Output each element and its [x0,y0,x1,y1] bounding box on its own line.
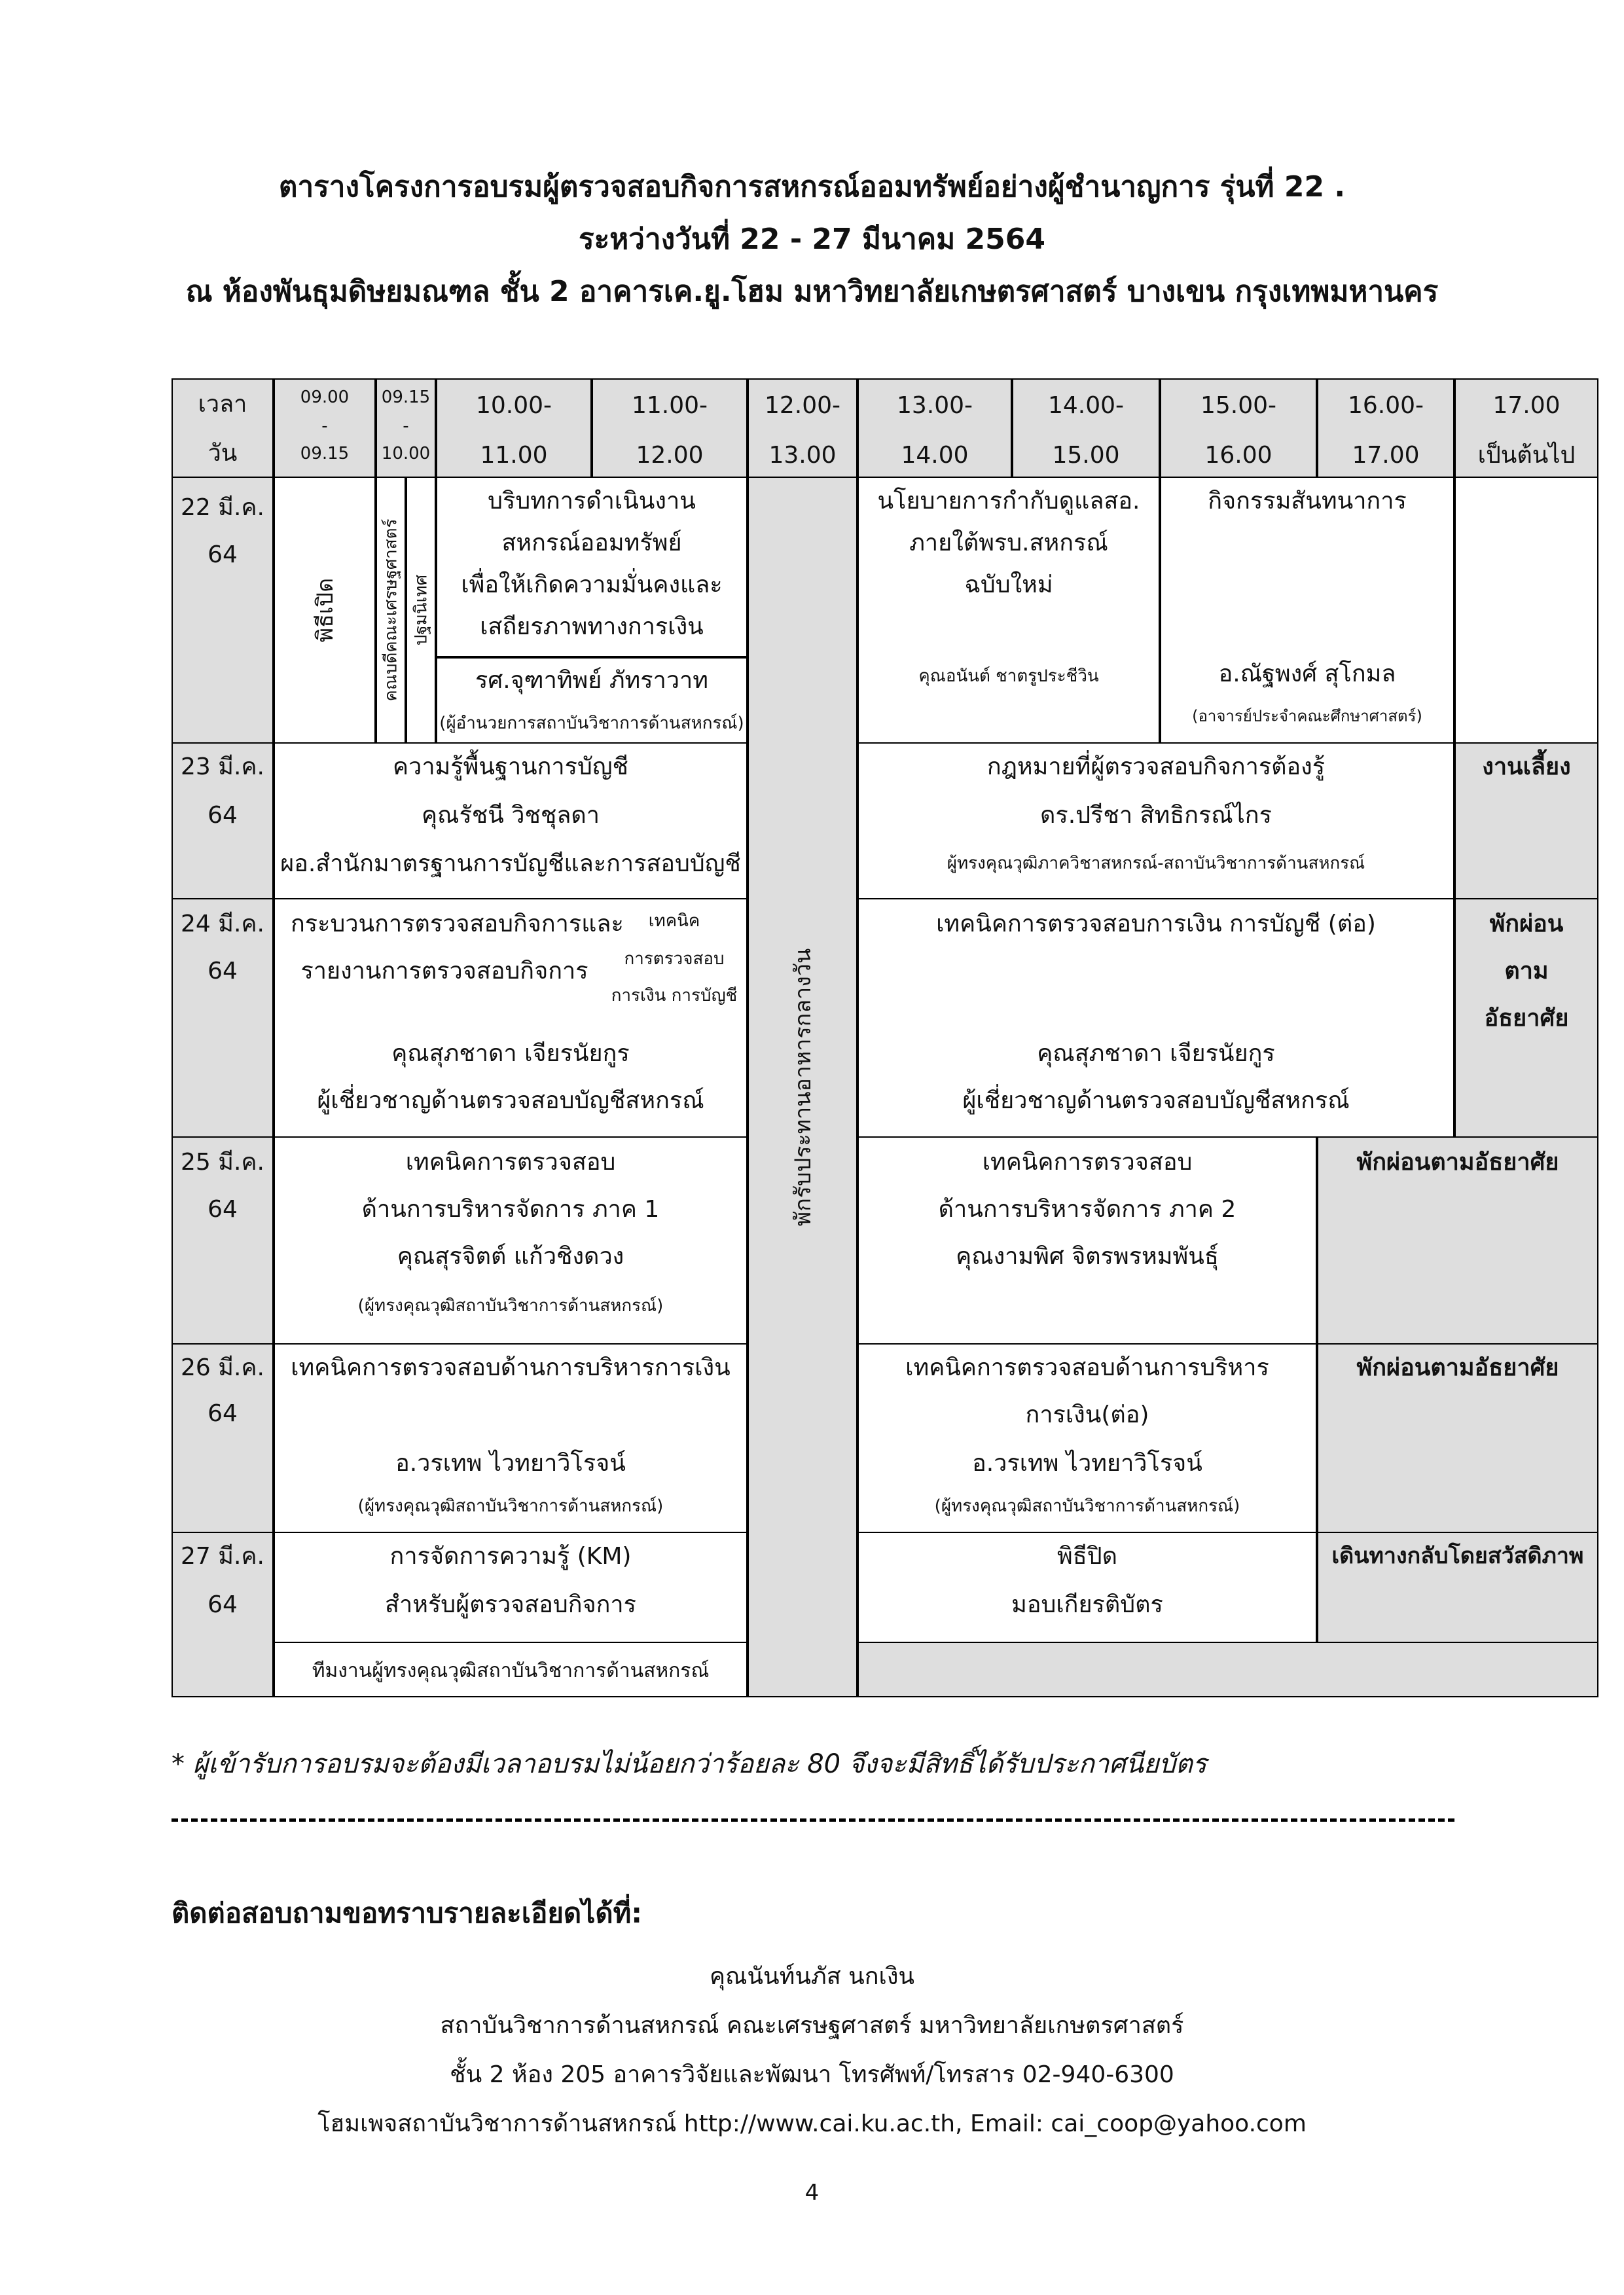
day-23-evening-cell [1454,742,1598,899]
session-title-line: นโยบายการกำกับดูแลสอ. [877,488,1140,515]
session-title-line: ฉบับใหม่ [964,571,1053,598]
speaker-name: ทีมงานผู้ทรงคุณวุฒิสถาบันวิชาการด้านสหกรณ์ [312,1659,710,1682]
day-25-date-cell [171,1136,274,1345]
evening-activity: เดินทางกลับโดยสวัสดิภาพ [1331,1543,1584,1569]
session-title-line: กระบวนการตรวจสอบกิจการและ [291,911,624,937]
session-title-line: รายงานการตรวจสอบกิจการ [300,958,588,985]
speaker-name: คุณงามพิศ จิตรพรหมพันธุ์ [956,1243,1219,1270]
header-time-label: เวลา [198,391,247,418]
opening-ceremony-label: พิธีเปิด [312,577,338,643]
day-23-year: 64 [208,802,238,829]
document-date-range: ระหว่างวันที่ 22 - 27 มีนาคม 2564 [579,223,1045,256]
session-title-line: บริบทการดำเนินงาน [488,488,696,515]
day-26-afternoon-session [857,1343,1317,1533]
header-time-day-cell [171,378,274,478]
session-title-line: ด้านการบริหารจัดการ ภาค 1 [361,1196,660,1223]
slot-10-start: 17.00 [1492,392,1561,419]
session-title-line: มอบเกียรติบัตร [1011,1591,1163,1618]
slot-1-dash: - [321,416,328,436]
day-26-date: 26 มี.ค. [181,1354,264,1381]
header-day-label: วัน [208,440,238,467]
speaker-role: ผู้เชี่ยวชาญด้านตรวจสอบบัญชีสหกรณ์ [317,1087,704,1114]
speaker-name: คุณสุรจิตต์ แก้วชิงดวง [397,1243,624,1270]
slot-2-dash: - [403,416,409,436]
session-title-line: การเงิน(ต่อ) [1025,1401,1149,1428]
document-venue: ณ ห้องพันธุมดิษยมณฑล ชั้น 2 อาคารเค.ยู.โฮม มหาวิทยาลัยเกษตรศาสตร์ บางเขน กรุงเทพมหานคร [185,275,1439,308]
header-slot-4 [592,378,748,478]
orientation-label: ปฐมนิเทศ [411,574,431,646]
slot-9-end: 17.00 [1352,442,1420,469]
session-title-line: สหกรณ์ออมทรัพย์ [501,530,682,556]
speaker-name: คุณสุภชาดา เจียรนัยกูร [391,1040,630,1067]
day-22-date: 22 มี.ค. [181,494,264,521]
session-title-line: เทคนิคการตรวจสอบ [982,1149,1193,1176]
speaker-name: อ.วรเทพ ไวทยาวิโรจน์ [972,1450,1202,1477]
header-slot-7 [1012,378,1160,478]
day-25-year: 64 [208,1196,238,1223]
slot-3-end: 11.00 [480,442,548,469]
speaker-role: ผอ.สำนักมาตรฐานการบัญชีและการสอบบัญชี [280,850,741,877]
session-subtitle-line: การเงิน การบัญชี [611,986,738,1005]
day-22-year: 64 [208,541,238,568]
dean-label: คณบดีคณะเศรษฐศาสตร์ [381,518,401,702]
day-26-morning-session [274,1343,748,1533]
day-25-date: 25 มี.ค. [181,1149,264,1176]
slot-4-start: 11.00- [631,392,708,419]
slot-8-start: 15.00- [1200,392,1277,419]
evening-activity: พักผ่อนตามอัธยาศัย [1356,1354,1559,1381]
day-27-morning-team [274,1642,748,1697]
day-24-year: 64 [208,958,238,985]
speaker-name: อ.วรเทพ ไวทยาวิโรจน์ [395,1450,626,1477]
day-26-evening-cell [1317,1343,1598,1533]
session-title-line: ภายใต้พรบ.สหกรณ์ [909,530,1108,556]
day-27-date: 27 มี.ค. [181,1543,264,1570]
speaker-role: ผู้ทรงคุณวุฒิภาควิชาสหกรณ์-สถาบันวิชาการด้านสหกรณ์ [947,854,1365,873]
day-22-dean-cell [376,477,406,744]
contact-web-email: โฮมเพจสถาบันวิชาการด้านสหกรณ์ http://www.cai.ku.ac.th, Email: cai_coop@yahoo.com [317,2110,1307,2137]
contact-organization: สถาบันวิชาการด้านสหกรณ์ คณะเศรษฐศาสตร์ มหาวิทยาลัยเกษตรศาสตร์ [440,2012,1184,2039]
day-27-year: 64 [208,1591,238,1618]
session-title-line: ความรู้พื้นฐานการบัญชี [393,753,628,780]
day-22-date-cell [171,477,274,744]
slot-5-end: 13.00 [768,442,837,469]
slot-5-start: 12.00- [764,392,841,419]
slot-3-start: 10.00- [475,392,552,419]
contact-heading: ติดต่อสอบถามขอทราบรายละเอียดได้ที่: [171,1897,643,1929]
slot-6-end: 14.00 [901,442,969,469]
day-23-afternoon-session [857,742,1454,899]
day-27-date-cell [171,1532,274,1697]
speaker-role: (ผู้ทรงคุณวุฒิสถาบันวิชาการด้านสหกรณ์) [934,1496,1240,1516]
slot-4-end: 12.00 [636,442,704,469]
day-22-opening-cell [274,477,376,744]
header-slot-8 [1160,378,1317,478]
session-title-line: เสถียรภาพทางการเงิน [480,613,704,640]
speaker-role: (ผู้อำนวยการสถาบันวิชาการด้านสหกรณ์) [439,714,744,733]
page-number: 4 [804,2180,820,2206]
day-26-date-cell [171,1343,274,1533]
day-24-afternoon-session [857,898,1454,1138]
day-22-afternoon-session-1 [857,477,1160,744]
session-title-line: กฎหมายที่ผู้ตรวจสอบกิจการต้องรู้ [986,753,1326,780]
lunch-break-cell [748,477,857,1697]
session-title-line: สำหรับผู้ตรวจสอบกิจการ [385,1591,636,1618]
speaker-name: คุณสุภชาดา เจียรนัยกูร [1037,1040,1275,1067]
session-title-line: เทคนิคการตรวจสอบด้านการบริหาร [905,1354,1269,1381]
day-27-evening-cell [1317,1532,1598,1643]
header-slot-10 [1454,378,1598,478]
header-slot-3 [436,378,592,478]
speaker-role: ผู้เชี่ยวชาญด้านตรวจสอบบัญชีสหกรณ์ [962,1087,1350,1114]
evening-activity: พักผ่อนตามอัธยาศัย [1356,1149,1559,1176]
speaker-role: (ผู้ทรงคุณวุฒิสถาบันวิชาการด้านสหกรณ์) [357,1496,664,1516]
slot-1-end: 09.15 [300,444,350,463]
session-title-line: เทคนิคการตรวจสอบการเงิน การบัญชี (ต่อ) [936,911,1376,937]
header-slot-9 [1317,378,1454,478]
session-title-line: เพื่อให้เกิดความมั่นคงและ [461,571,723,598]
contact-name: คุณนันท์นภัส นกเงิน [709,1963,915,1990]
evening-activity: งานเลี้ยง [1482,753,1571,780]
session-title-line: เทคนิคการตรวจสอบด้านการบริหารการเงิน [291,1354,731,1381]
day-25-morning-session [274,1136,748,1345]
slot-7-end: 15.00 [1052,442,1120,469]
session-subtitle-line: เทคนิค [648,911,700,931]
slot-2-start: 09.15 [381,388,431,407]
speaker-role: (ผู้ทรงคุณวุฒิสถาบันวิชาการด้านสหกรณ์) [357,1296,664,1316]
speaker-role: (อาจารย์ประจำคณะศึกษาศาสตร์) [1192,707,1422,725]
schedule-table [171,378,1598,1697]
day-27-afternoon-session [857,1532,1317,1643]
day-24-morning-session [274,898,748,1138]
header-slot-2 [376,378,436,478]
slot-8-end: 16.00 [1204,442,1272,469]
session-title-line: เทคนิคการตรวจสอบ [405,1149,616,1176]
day-24-date-cell [171,898,274,1138]
speaker-name: คุณรัชนี วิชชุลดา [421,802,600,829]
document-title: ตารางโครงการอบรมผู้ตรวจสอบกิจการสหกรณ์ออมทรัพย์อย่างผู้ชำนาญการ รุ่นที่ 22 . [278,170,1346,204]
speaker-name: ดร.ปรีชา สิทธิกรณ์ไกร [1040,802,1272,829]
day-23-date-cell [171,742,274,899]
slot-1-start: 09.00 [300,388,350,407]
session-subtitle-line: การตรวจสอบ [624,949,725,969]
header-slot-5 [748,378,857,478]
day-23-morning-session [274,742,748,899]
slot-9-start: 16.00- [1347,392,1424,419]
header-slot-6 [857,378,1012,478]
session-title-line: กิจกรรมสันทนาการ [1208,488,1407,515]
header-slot-1 [274,378,376,478]
slot-6-start: 13.00- [896,392,973,419]
day-25-afternoon-session [857,1136,1317,1345]
day-26-year: 64 [208,1400,238,1427]
speaker-name: คุณอนันต์ ชาตรูประชีวิน [918,666,1099,686]
slot-2-end: 10.00 [381,444,431,463]
contact-address: ชั้น 2 ห้อง 205 อาคารวิจัยและพัฒนา โทรศัพท์/โทรสาร 02-940-6300 [450,2061,1174,2088]
session-title-line: การจัดการความรู้ (KM) [389,1543,632,1570]
day-22-morning-speaker [436,657,748,744]
day-24-date: 24 มี.ค. [181,911,264,937]
evening-activity: อัธยาศัย [1484,1005,1569,1032]
attendance-footnote: * ผู้เข้ารับการอบรมจะต้องมีเวลาอบรมไม่น้อยกว่าร้อยละ 80 จึงจะมีสิทธิ์ได้รับประกาศนียบัตร [171,1749,1207,1779]
day-27-morning-session [274,1532,748,1643]
day-22-orientation-cell [406,477,436,744]
day-22-evening-cell [1454,477,1598,744]
day-22-afternoon-session-2 [1160,477,1454,744]
slot-7-start: 14.00- [1047,392,1125,419]
day-23-date: 23 มี.ค. [181,753,264,780]
slot-10-end: เป็นต้นไป [1477,442,1576,469]
day-25-evening-cell [1317,1136,1598,1345]
speaker-name: รศ.จุฑาทิพย์ ภัทราวาท [475,667,708,694]
divider [171,1818,1454,1822]
day-22-morning-session [436,477,748,657]
lunch-break-label: พักรับประทานอาหารกลางวัน [790,948,816,1226]
day-24-evening-cell [1454,898,1598,1138]
speaker-name: อ.ณัฐพงศ์ สุโกมล [1218,660,1396,687]
evening-activity: พักผ่อน [1489,911,1564,937]
session-title-line: พิธีปิด [1057,1543,1117,1570]
session-title-line: ด้านการบริหารจัดการ ภาค 2 [938,1196,1236,1223]
evening-activity: ตาม [1504,958,1549,985]
